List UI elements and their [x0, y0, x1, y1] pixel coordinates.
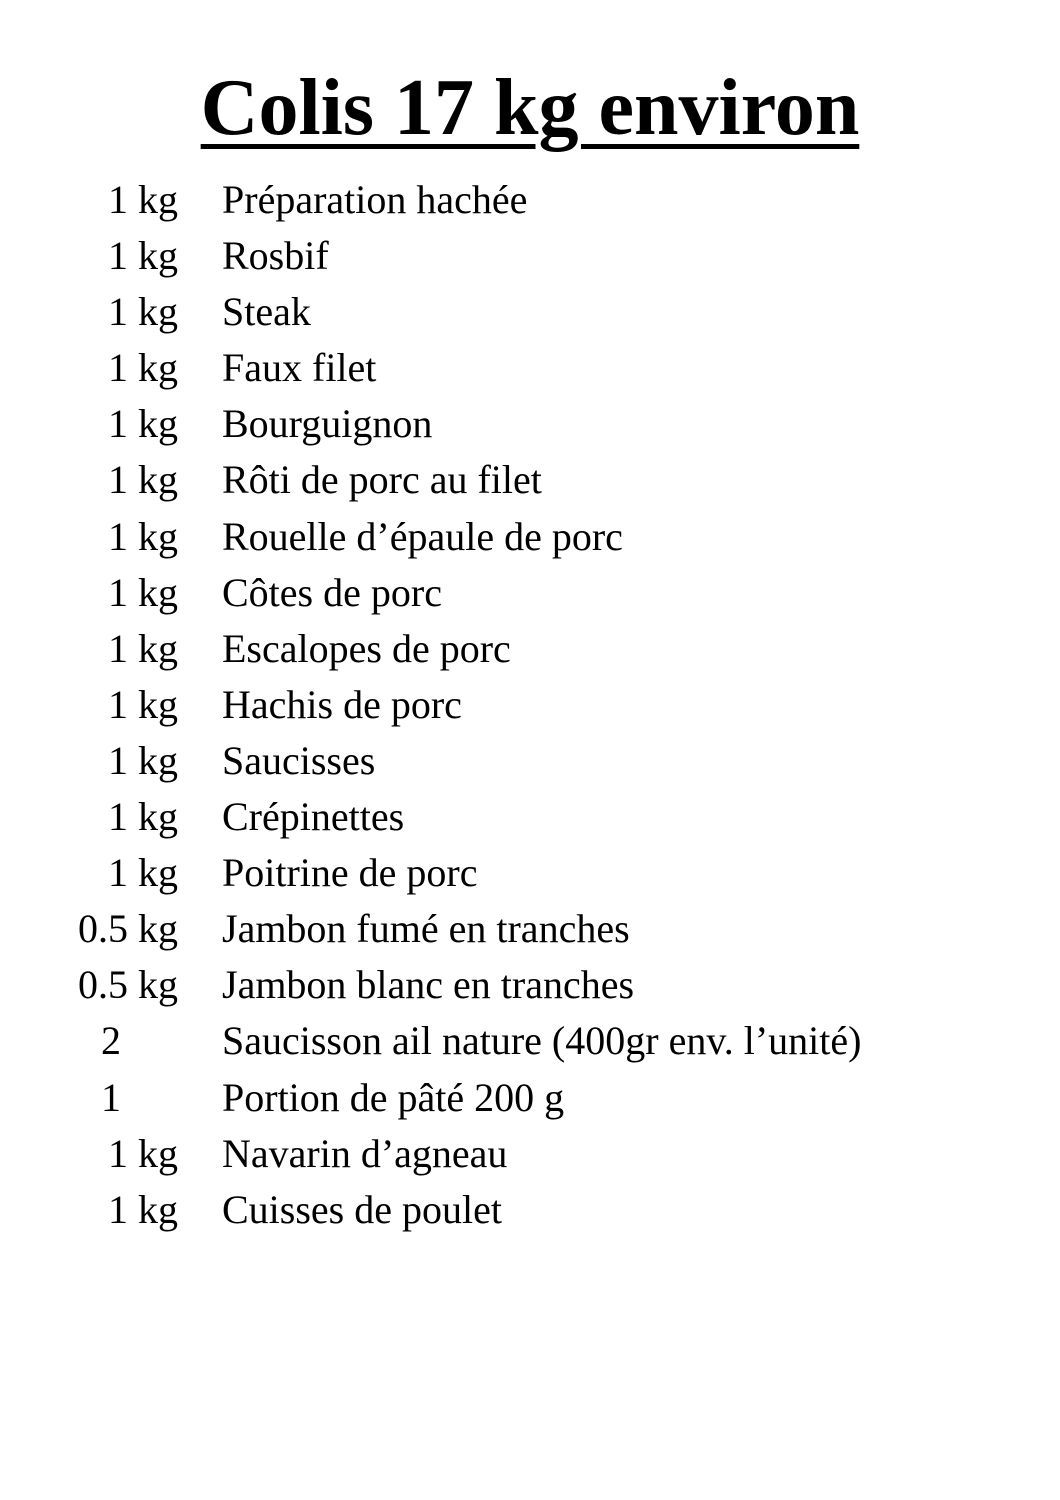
- document-title: [0, 58, 1060, 158]
- item-quantity: 1 kg: [108, 794, 178, 840]
- item-quantity: 1: [101, 1074, 121, 1120]
- list-item: [0, 901, 1060, 957]
- item-quantity: 1 kg: [108, 457, 178, 503]
- list-item: [0, 1126, 1060, 1182]
- list-item: [0, 621, 1060, 677]
- item-quantity: 1 kg: [108, 289, 178, 335]
- list-item: [0, 677, 1060, 733]
- list-item: [0, 228, 1060, 284]
- item-quantity: 1 kg: [108, 233, 178, 279]
- item-quantity: 0.5 kg: [78, 906, 178, 952]
- list-item: [0, 789, 1060, 845]
- item-label: Saucisses: [222, 737, 376, 783]
- item-label: Cuisses de poulet: [222, 1186, 502, 1232]
- item-label: Faux filet: [222, 345, 377, 391]
- item-label: Poitrine de porc: [222, 850, 478, 896]
- item-label: Rôti de porc au filet: [222, 457, 542, 503]
- item-quantity: 1 kg: [108, 1130, 178, 1176]
- item-quantity-cell: [40, 621, 178, 677]
- list-item: [0, 845, 1060, 901]
- item-quantity: 0.5 kg: [78, 962, 178, 1008]
- item-quantity-cell: [40, 1126, 178, 1182]
- item-quantity-cell: [40, 1070, 178, 1126]
- item-label: Rosbif: [222, 233, 329, 279]
- item-label: Escalopes de porc: [222, 625, 511, 671]
- item-quantity: 1 kg: [108, 850, 178, 896]
- item-quantity-cell: [40, 565, 178, 621]
- item-label: Côtes de porc: [222, 569, 442, 615]
- list-item: [0, 565, 1060, 621]
- list-item: [0, 1070, 1060, 1126]
- item-quantity-cell: [40, 284, 178, 340]
- item-quantity-cell: [40, 789, 178, 845]
- item-label: Jambon fumé en tranches: [222, 906, 630, 952]
- item-label: Saucisson ail nature (400gr env. l’unité): [222, 1018, 862, 1064]
- list-item: [0, 1013, 1060, 1069]
- item-quantity-cell: [40, 901, 178, 957]
- item-label: Steak: [222, 289, 311, 335]
- item-quantity: 1 kg: [108, 737, 178, 783]
- item-quantity-cell: [40, 509, 178, 565]
- item-quantity-cell: [40, 845, 178, 901]
- item-label: Bourguignon: [222, 401, 433, 447]
- item-quantity-cell: [40, 340, 178, 396]
- item-quantity: 1 kg: [108, 569, 178, 615]
- list-item: [0, 1182, 1060, 1238]
- item-label: Crépinettes: [222, 794, 405, 840]
- item-quantity: 1 kg: [108, 513, 178, 559]
- item-quantity-cell: [40, 228, 178, 284]
- item-quantity: 1 kg: [108, 1186, 178, 1232]
- item-quantity: 2: [101, 1018, 121, 1064]
- item-label: Jambon blanc en tranches: [222, 962, 635, 1008]
- item-label: Préparation hachée: [222, 177, 528, 222]
- item-quantity-cell: [40, 957, 178, 1013]
- item-quantity-cell: [40, 1182, 178, 1238]
- list-item: [0, 452, 1060, 508]
- document-title-text: Colis 17 kg environ: [200, 64, 860, 152]
- item-quantity-cell: [40, 1013, 178, 1069]
- item-quantity-cell: [40, 733, 178, 789]
- item-quantity: 1 kg: [108, 625, 178, 671]
- item-label: Hachis de porc: [222, 681, 462, 727]
- list-item: [0, 957, 1060, 1013]
- list-item: [0, 340, 1060, 396]
- list-item: [0, 733, 1060, 789]
- item-quantity-cell: [40, 396, 178, 452]
- item-label: Navarin d’agneau: [222, 1130, 508, 1176]
- item-quantity-cell: [40, 172, 178, 228]
- item-label: Rouelle d’épaule de porc: [222, 513, 623, 559]
- item-quantity: 1 kg: [108, 345, 178, 391]
- list-item: [0, 396, 1060, 452]
- item-list: [0, 172, 1060, 1238]
- item-quantity: 1 kg: [108, 401, 178, 447]
- list-item: [0, 509, 1060, 565]
- item-quantity-cell: [40, 452, 178, 508]
- item-label: Portion de pâté 200 g: [222, 1074, 565, 1120]
- item-quantity: 1 kg: [108, 681, 178, 727]
- list-item: [0, 172, 1060, 228]
- list-item: [0, 284, 1060, 340]
- item-quantity-cell: [40, 677, 178, 733]
- item-quantity: 1 kg: [108, 177, 178, 222]
